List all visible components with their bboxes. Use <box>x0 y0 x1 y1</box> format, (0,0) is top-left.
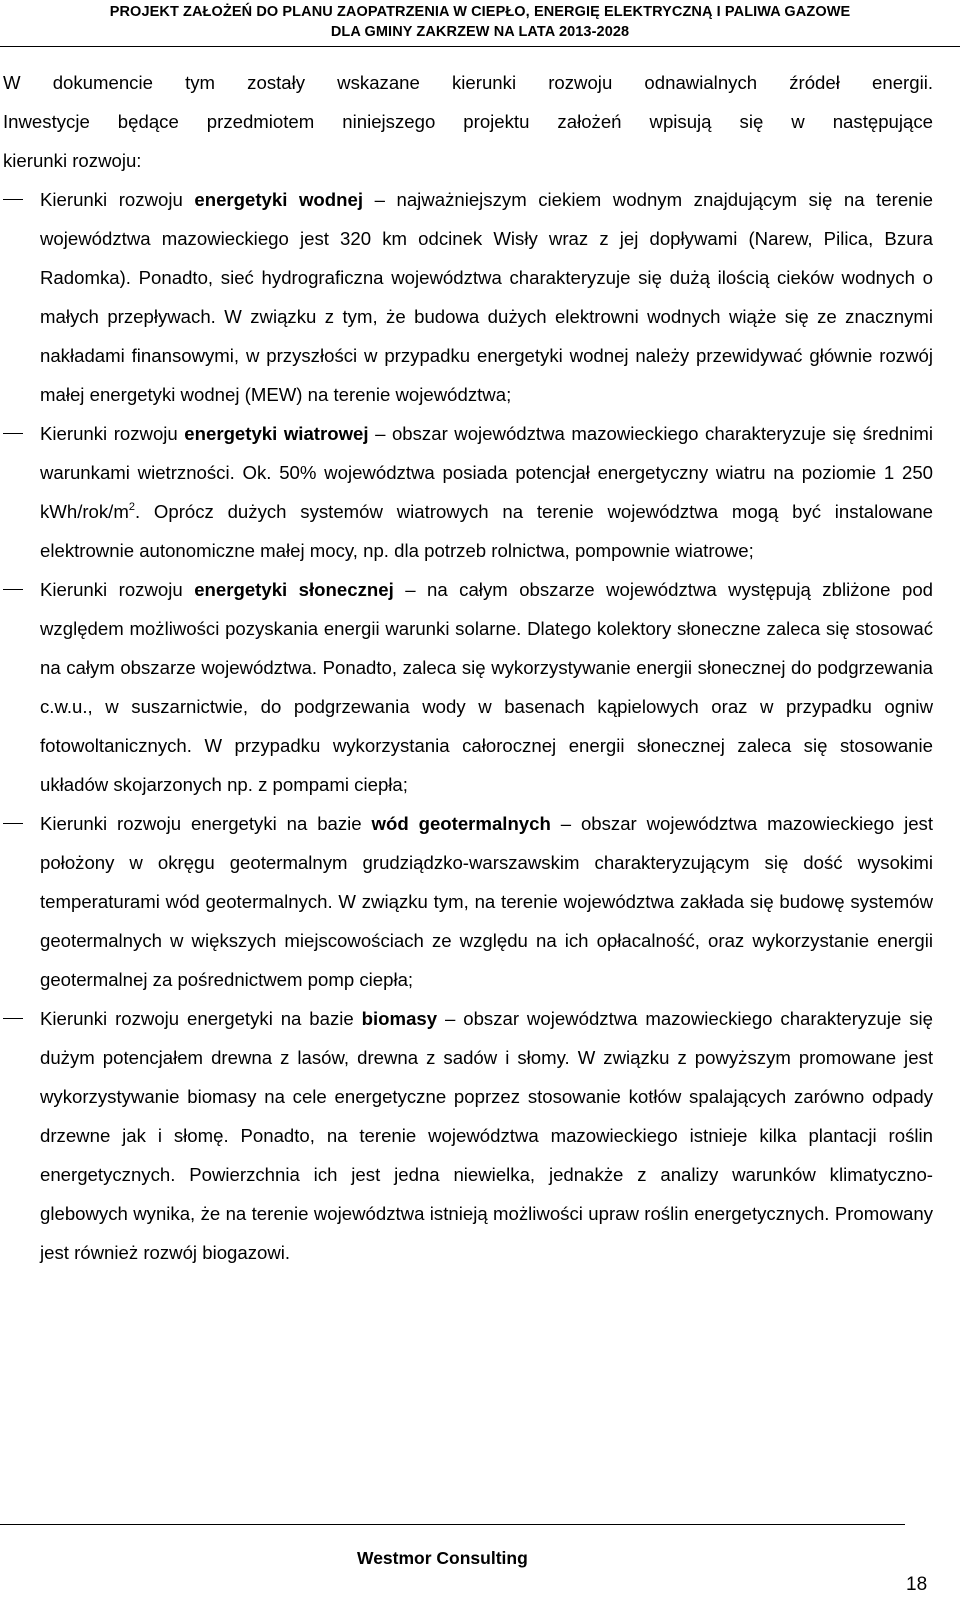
header-title-line1: PROJEKT ZAŁOŻEŃ DO PLANU ZAOPATRZENIA W CIEPŁO, ENERGIĘ ELEKTRYCZNĄ I PALIWA GAZOWE <box>109 4 851 20</box>
intro-line-1: W dokumencie tym zostały wskazane kierunki rozwoju odnawialnych źródeł energii. <box>3 72 933 93</box>
superscript: 2 <box>128 501 135 513</box>
document-body <box>3 63 933 1272</box>
header-title-line2: DLA GMINY ZAKRZEW NA LATA 2013-2028 <box>330 24 630 40</box>
list-item-hydro-energy: Kierunki rozwoju energetyki wodnej – najważniejszym ciekiem wodnym znajdującym się na terenie województwa mazowieckiego jest 320 km odcinek Wisły wraz z jej dopływami (Narew, Pilica, Bzura Radomka). Ponadto, sieć hydrograficzna województwa charakteryzuje się dużą ilością cieków wodnych o małych przepływach. W związku z tym, że budowa dużych elektrowni wodnych wiąże się ze znacznymi nakładami finansowymi, w przyszłości w przypadku energetyki wodnej należy przewidywać głównie rozwój małej energetyki wodnej (MEW) na terenie województwa; <box>40 189 933 405</box>
term-biomass: biomasy <box>361 1008 438 1029</box>
list-item-solar-energy: Kierunki rozwoju energetyki słonecznej – na całym obszarze województwa występują zbliżone pod względem możliwości pozyskania energii warunki solarne. Dlatego kolektory słoneczne zaleca się stosować na całym obszarze województwa. Ponadto, zaleca się wykorzystywanie energii słonecznej do podgrzewania c.w.u., w suszarnictwie, do podgrzewania wody w basenach kąpielowych oraz w przypadku ogniw fotowoltanicznych. W przypadku wykorzystania całorocznej energii słonecznej zaleca się stosowanie układów skojarzonych np. z pompami ciepła; <box>40 579 934 795</box>
page-number: 18 <box>906 1574 928 1595</box>
term-hydro: energetyki wodnej <box>194 189 364 210</box>
term-wind: energetyki wiatrowej <box>184 423 369 444</box>
header-divider <box>0 46 960 47</box>
document-header <box>0 2 960 42</box>
intro-line-3: kierunki rozwoju: <box>3 150 142 171</box>
term-solar: energetyki słonecznej <box>194 579 394 600</box>
list-item-biomass-energy: Kierunki rozwoju energetyki na bazie biomasy – obszar województwa mazowieckiego charakteryzuje się dużym potencjałem drewna z lasów, drewna z sadów i słomy. W związku z powyższym promowane jest wykorzystywanie biomasy na cele energetyczne poprzez stosowanie kotłów spalających zarówno odpady drzewne jak i słomę. Ponadto, na terenie województwa mazowieckiego istnieje kilka plantacji roślin energetycznych. Powierzchnia ich jest jedna niewielka, jednakże z analizy warunków klimatyczno-glebowych wynika, że na terenie województwa istnieją możliwości upraw roślin energetycznych. Promowany jest również rozwój biogazowi. <box>40 1008 933 1263</box>
footer-company-name: Westmor Consulting <box>357 1548 528 1568</box>
intro-paragraph <box>3 63 933 180</box>
list-item-wind-energy: Kierunki rozwoju energetyki wiatrowej – obszar województwa mazowieckiego charakteryzuje się średnimi warunkami wietrzności. Ok. 50% województwa posiada potencjał energetyczny wiatru na poziomie 1 250 kWh/$rok/m^2$. Oprócz dużych systemów wiatrowych na terenie województwa mogą być instalowane elektrownie autonomiczne małej mocy, np. dla potrzeb rolnictwa, pompownie wiatrowe; <box>40 423 934 561</box>
list-item-geothermal-energy: Kierunki rozwoju energetyki na bazie wód geotermalnych – obszar województwa mazowieckiego jest położony w okręgu geotermalnym grudziądzko-warszawskim charakteryzującym się dość wysokimi temperaturami wód geotermalnych. W związku tym, na terenie województwa zakłada się budowę systemów geotermalnych w większych miejscowościach ze względu na ich opłacalność, oraz wykorzystanie energii geotermalnej za pośrednictwem pomp ciepła; <box>40 813 933 990</box>
footer-divider <box>0 1524 905 1525</box>
development-directions-list <box>3 180 933 1272</box>
term-geothermal: wód geotermalnych <box>371 813 551 834</box>
intro-line-2: Inwestycje będące przedmiotem niniejszego projektu założeń wpisują się w następujące <box>3 111 933 132</box>
